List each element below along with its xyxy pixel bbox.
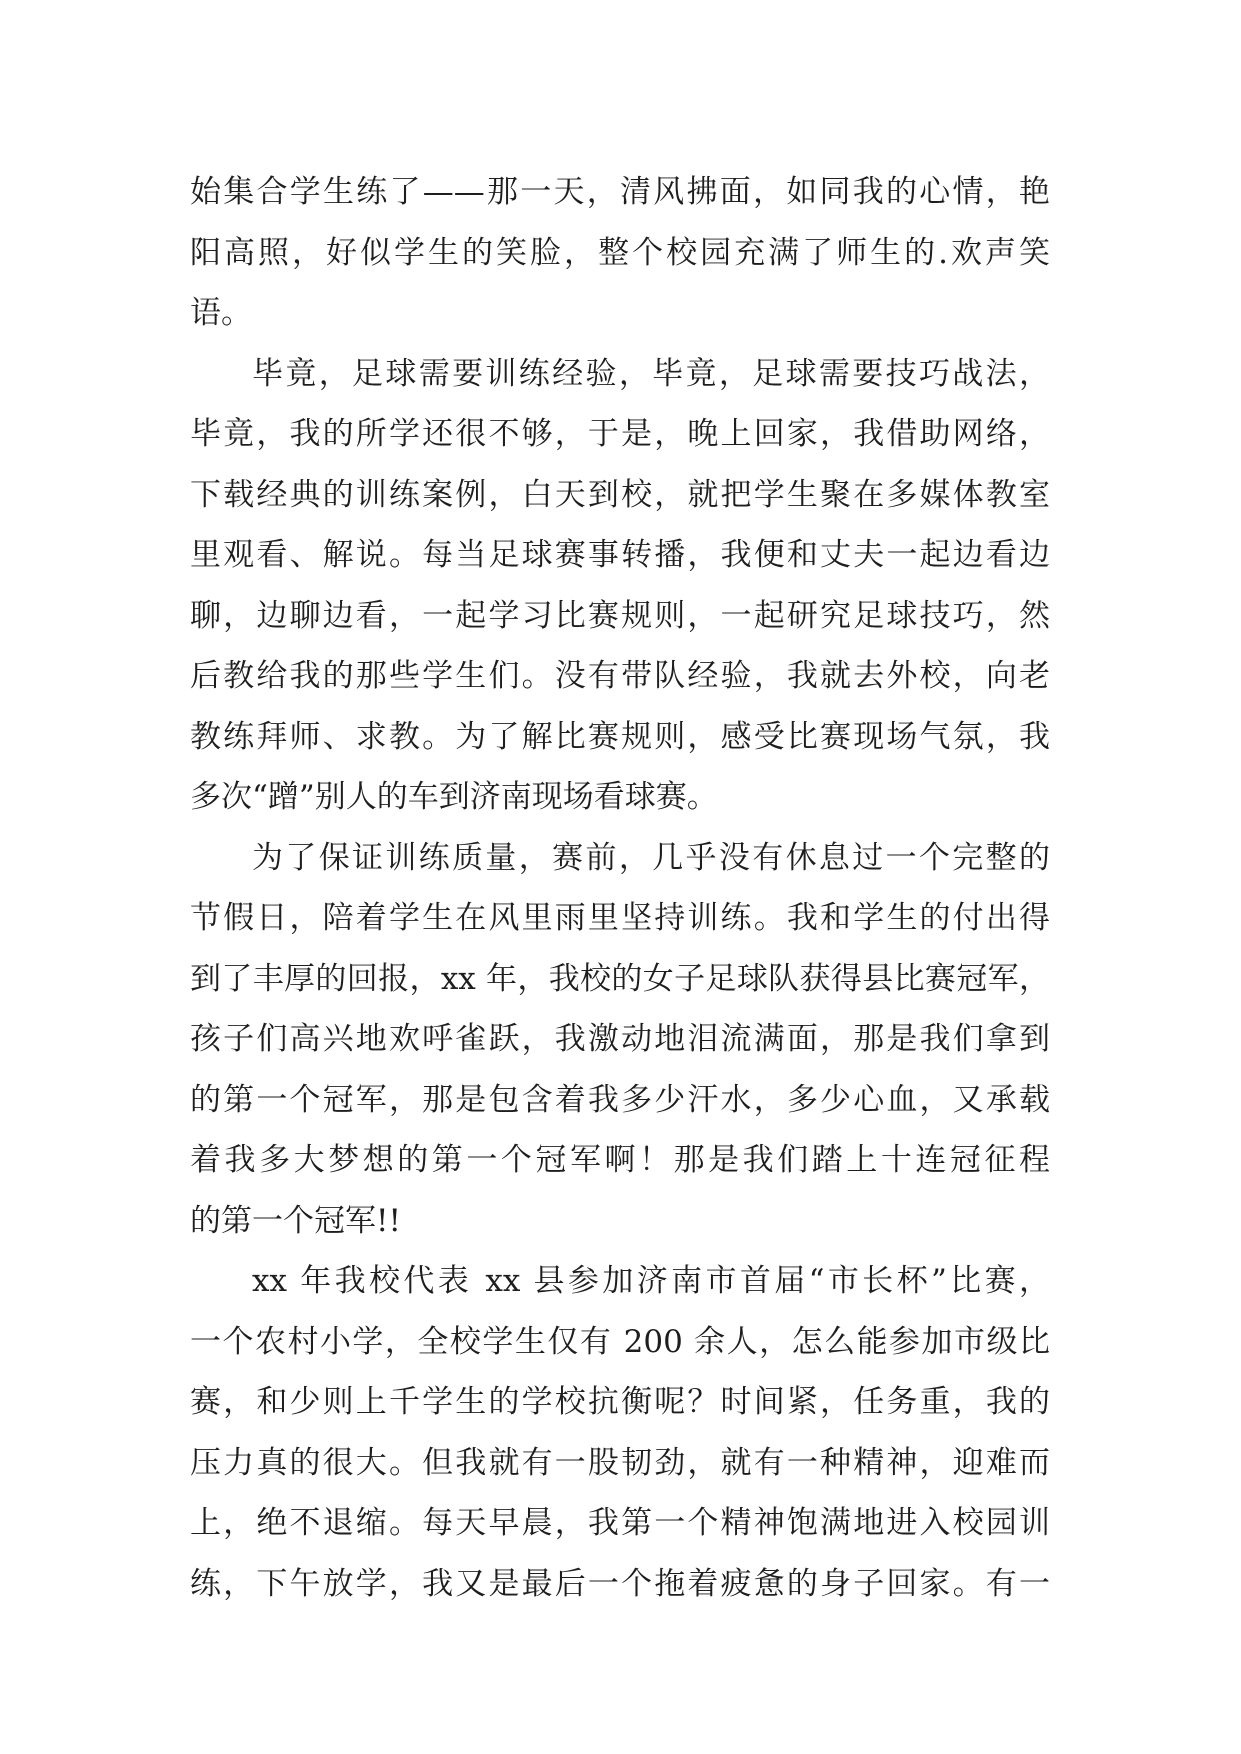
text-line: 里观看、解说。每当足球赛事转播，我便和丈夫一起边看边 — [190, 537, 1050, 573]
text-line: xx 年我校代表 xx 县参加济南市首届“市长杯”比赛， — [252, 1263, 1050, 1299]
document-body — [190, 162, 1050, 1614]
text-line: 毕竟，我的所学还很不够，于是，晚上回家，我借助网络， — [190, 416, 1050, 452]
text-line: 始集合学生练了——那一天，清风拂面，如同我的心情，艳 — [190, 174, 1050, 210]
text-line: 的第一个冠军!! — [190, 1202, 401, 1239]
paragraph-4 — [190, 1251, 1050, 1614]
text-line: 的第一个冠军，那是包含着我多少汗水，多少心血，又承载 — [190, 1081, 1050, 1118]
text-line: 上，绝不退缩。每天早晨，我第一个精神饱满地进入校园训 — [190, 1505, 1050, 1541]
text-line: 多次“蹭”别人的车到济南现场看球赛。 — [190, 779, 718, 815]
paragraph-2 — [190, 344, 1050, 828]
paragraph-3 — [190, 828, 1050, 1252]
text-line: 下载经典的训练案例，白天到校，就把学生聚在多媒体教室 — [190, 476, 1050, 513]
text-line: 后教给我的那些学生们。没有带队经验，我就去外校，向老 — [190, 658, 1050, 694]
text-line: 阳高照，好似学生的笑脸，整个校园充满了师生的.欢声笑 — [190, 234, 1050, 271]
text-line: 着我多大梦想的第一个冠军啊！那是我们踏上十连冠征程 — [190, 1142, 1050, 1178]
text-line: 语。 — [190, 295, 252, 331]
text-line: 节假日，陪着学生在风里雨里坚持训练。我和学生的付出得 — [190, 900, 1050, 936]
text-line: 孩子们高兴地欢呼雀跃，我激动地泪流满面，那是我们拿到 — [190, 1021, 1050, 1057]
text-line: 到了丰厚的回报，xx 年，我校的女子足球队获得县比赛冠军， — [190, 960, 1050, 997]
text-line: 为了保证训练质量，赛前，几乎没有休息过一个完整的 — [252, 839, 1050, 876]
text-line: 聊，边聊边看，一起学习比赛规则，一起研究足球技巧，然 — [190, 597, 1050, 634]
text-line: 一个农村小学，全校学生仅有 200 余人，怎么能参加市级比 — [190, 1323, 1050, 1360]
text-line: 赛，和少则上千学生的学校抗衡呢？时间紧，任务重，我的 — [190, 1384, 1050, 1420]
text-line: 教练拜师、求教。为了解比赛规则，感受比赛现场气氛，我 — [190, 718, 1050, 755]
paragraph-1 — [190, 162, 1050, 344]
text-line: 毕竟，足球需要训练经验，毕竟，足球需要技巧战法， — [252, 355, 1050, 392]
text-line: 压力真的很大。但我就有一股韧劲，就有一种精神，迎难而 — [190, 1444, 1050, 1481]
text-line: 练，下午放学，我又是最后一个拖着疲惫的身子回家。有一 — [190, 1565, 1050, 1602]
